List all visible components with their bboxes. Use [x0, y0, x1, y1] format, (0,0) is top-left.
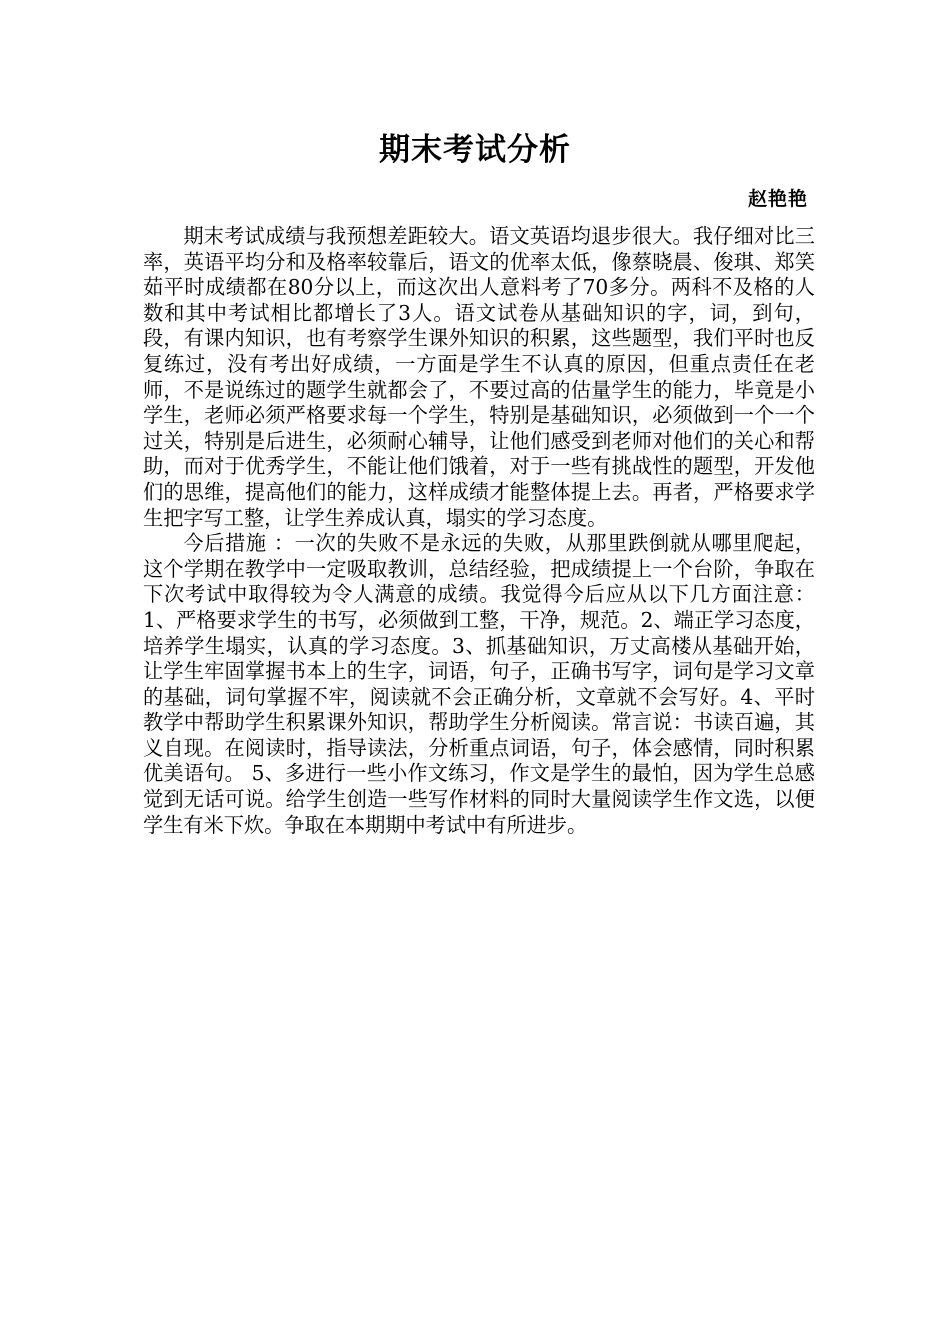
document-title: 期末考试分析	[379, 132, 571, 168]
paragraph-exam-analysis: 期末考试成绩与我预想差距较大。语文英语均退步很大。我仔细对比三率，英语平均分和及格率较靠后，语文的优率太低，像蔡晓晨、俊琪、郑笑茹平时成绩都在80分以上，而这次出人意料考了70多分。两科不及格的人数和其中考试相比都增长了3人。语文试卷从基础知识的字，词，到句，段，有课内知识，也有考察学生课外知识的积累，这些题型，我们平时也反复练过，没有考出好成绩，一方面是学生不认真的原因，但重点责任在老师，不是说练过的题学生就都会了，不要过高的估量学生的能力，毕竟是小学生，老师必须严格要求每一个学生，特别是基础知识，必须做到一个一个过关，特别是后进生，必须耐心辅导，让他们感受到老师对他们的关心和帮助，而对于优秀学生，不能让他们饿着，对于一些有挑战性的题型，开发他们的思维，提高他们的能力，这样成绩才能整体提上去。再者，严格要求学生把字写工整，让学生养成认真，塌实的学习态度。	[143, 224, 815, 530]
author-name: 赵艳艳	[747, 188, 808, 210]
document-body	[143, 224, 815, 838]
paragraph-future-measures: 今后措施 ：一次的失败不是永远的失败，从那里跌倒就从哪里爬起，这个学期在教学中一定吸取教训，总结经验，把成绩提上一个台阶，争取在下次考试中取得较为令人满意的成绩。我觉得今后应从以下几方面注意：1、严格要求学生的书写，必须做到工整，干净，规范。2、端正学习态度，培养学生塌实，认真的学习态度。3、抓基础知识，万丈高楼从基础开始，让学生牢固掌握书本上的生字，词语，句子，正确书写字，词句是学习文章的基础，词句掌握不牢，阅读就不会正确分析，文章就不会写好。4、平时教学中帮助学生积累课外知识，帮助学生分析阅读。常言说：书读百遍，其义自现。在阅读时，指导读法，分析重点词语，句子，体会感情，同时积累优美语句。 5、多进行一些小作文练习，作文是学生的最怕，因为学生总感觉到无话可说。给学生创造一些写作材料的同时大量阅读学生作文选，以便学生有米下炊。争取在本期期中考试中有所进步。	[143, 531, 815, 837]
